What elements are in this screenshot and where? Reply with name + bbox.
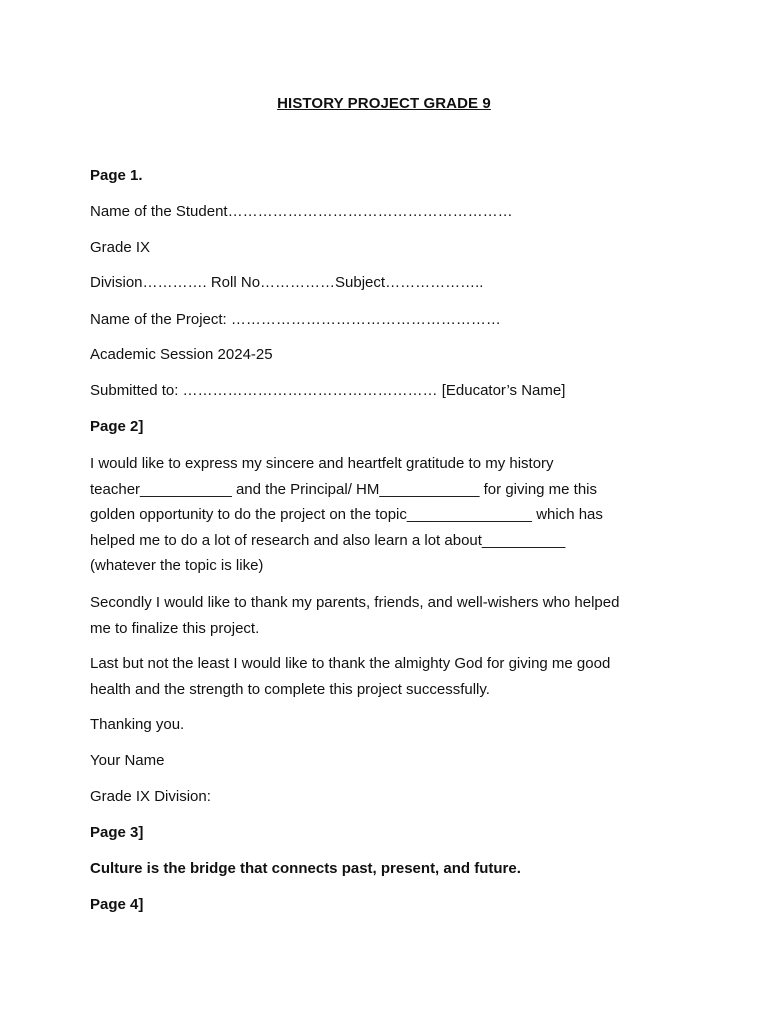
division-roll-subject-line: Division…………. Roll No……………Subject……………….. — [90, 274, 484, 291]
gratitude-paragraph — [90, 451, 680, 579]
your-name-line: Your Name — [90, 752, 165, 769]
page4-heading: Page 4] — [90, 896, 144, 913]
grade-line: Grade IX — [90, 239, 151, 256]
culture-quote: Culture is the bridge that connects past, present, and future. — [90, 860, 521, 877]
paragraph-line: Secondly I would like to thank my parents, friends, and well-wishers who helped — [90, 594, 620, 611]
grade-division-line: Grade IX Division: — [90, 788, 211, 805]
thanks-god-paragraph — [90, 651, 680, 702]
paragraph-line: teacher___________ and the Principal/ HM____________ for giving me this — [90, 480, 598, 498]
student-name-line: Name of the Student………………………………………………… — [90, 203, 513, 220]
document-title: HISTORY PROJECT GRADE 9 — [277, 95, 491, 112]
thanking-you-line: Thanking you. — [90, 716, 185, 733]
thanks-parents-paragraph — [90, 590, 680, 641]
submitted-to-line: Submitted to: …………………………………………… [Educator’s Name] — [90, 382, 566, 399]
paragraph-line: (whatever the topic is like) — [90, 557, 264, 574]
paragraph-line: Last but not the least I would like to thank the almighty God for giving me good — [90, 655, 611, 672]
page1-heading: Page 1. — [90, 167, 143, 184]
page3-heading: Page 3] — [90, 824, 144, 841]
page2-heading: Page 2] — [90, 418, 144, 435]
paragraph-line: golden opportunity to do the project on the topic_______________ which has — [90, 506, 603, 523]
paragraph-line: me to finalize this project. — [90, 619, 260, 637]
paragraph-line: helped me to do a lot of research and also learn a lot about__________ — [90, 531, 566, 549]
academic-session-line: Academic Session 2024-25 — [90, 346, 273, 363]
paragraph-line: health and the strength to complete this project successfully. — [90, 680, 490, 698]
paragraph-line: I would like to express my sincere and heartfelt gratitude to my history — [90, 455, 554, 472]
project-name-line: Name of the Project: ……………………………………………… — [90, 311, 501, 328]
